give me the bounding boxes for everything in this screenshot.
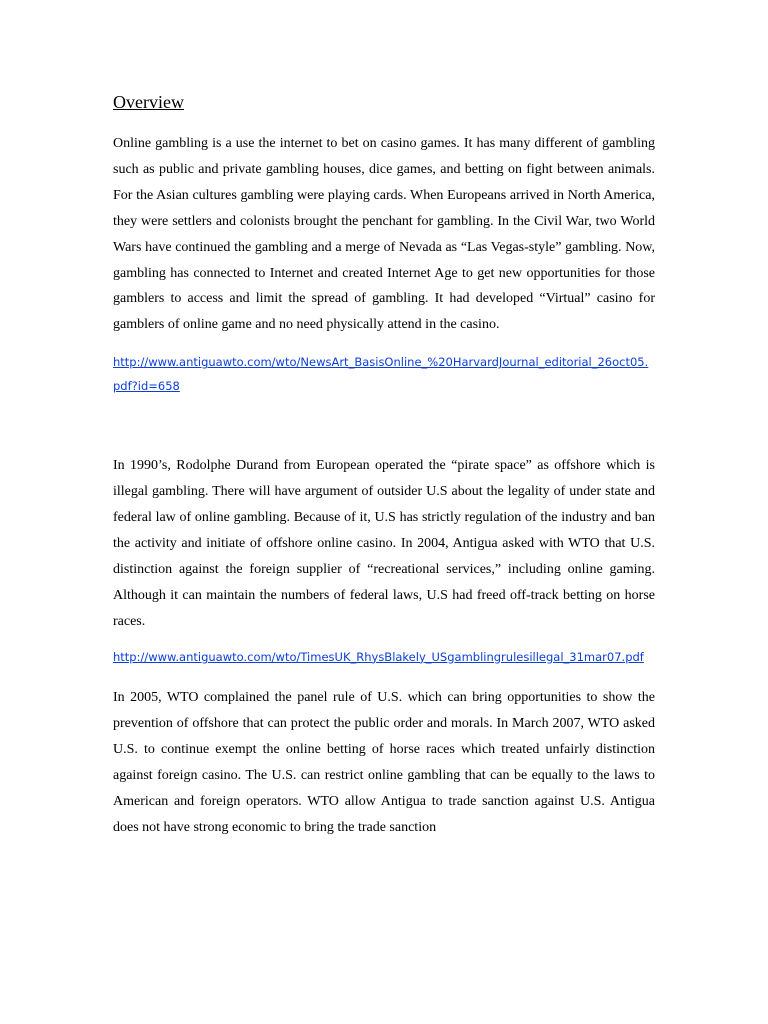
document-body (113, 90, 655, 841)
reference-link-harvard-journal[interactable]: http://www.antiguawto.com/wto/NewsArt_BasisOnline_%20HarvardJournal_editorial_26oct05.pdf?id=658 (113, 355, 649, 393)
reference-link-times-uk[interactable]: http://www.antiguawto.com/wto/TimesUK_RhysBlakely_USgamblingrulesillegal_31mar07.pdf (113, 649, 644, 664)
paragraph-overview: Online gambling is a use the internet to bet on casino games. It has many different of gambling such as public and private gambling houses, dice games, and betting on fight between animals. For the Asian cultures gambling were playing cards. When Europeans arrived in North America, they were settlers and colonists brought the penchant for gambling. In the Civil War, two World Wars have continued the gambling and a merge of Nevada as “Las Vegas-style” gambling. Now, gambling has connected to Internet and created Internet Age to get new opportunities for those gamblers to access and limit the spread of gambling. It had developed “Virtual” casino for gamblers of online game and no need physically attend in the casino. (113, 136, 655, 333)
paragraph-history: In 1990’s, Rodolphe Durand from European operated the “pirate space” as offshore which is illegal gambling. There will have argument of outsider U.S about the legality of under state and federal law of online gambling. Because of it, U.S has strictly regulation of the industry and ban the activity and initiate of offshore online casino. In 2004, Antigua asked with WTO that U.S. distinction against the foreign supplier of “recreational services,” including online gaming. Although it can maintain the numbers of federal laws, U.S had freed off-track betting on horse races. (113, 458, 655, 629)
section-heading: Overview (113, 92, 184, 112)
paragraph-wto-ruling: In 2005, WTO complained the panel rule of U.S. which can bring opportunities to show the prevention of offshore that can protect the public order and morals. In March 2007, WTO asked U.S. to continue exempt the online betting of horse races which treated unfairly distinction against foreign casino. The U.S. can restrict online gambling that can be equally to the laws to American and foreign operators. WTO allow Antigua to trade sanction against U.S. Antigua does not have strong economic to bring the trade sanction (113, 690, 655, 835)
